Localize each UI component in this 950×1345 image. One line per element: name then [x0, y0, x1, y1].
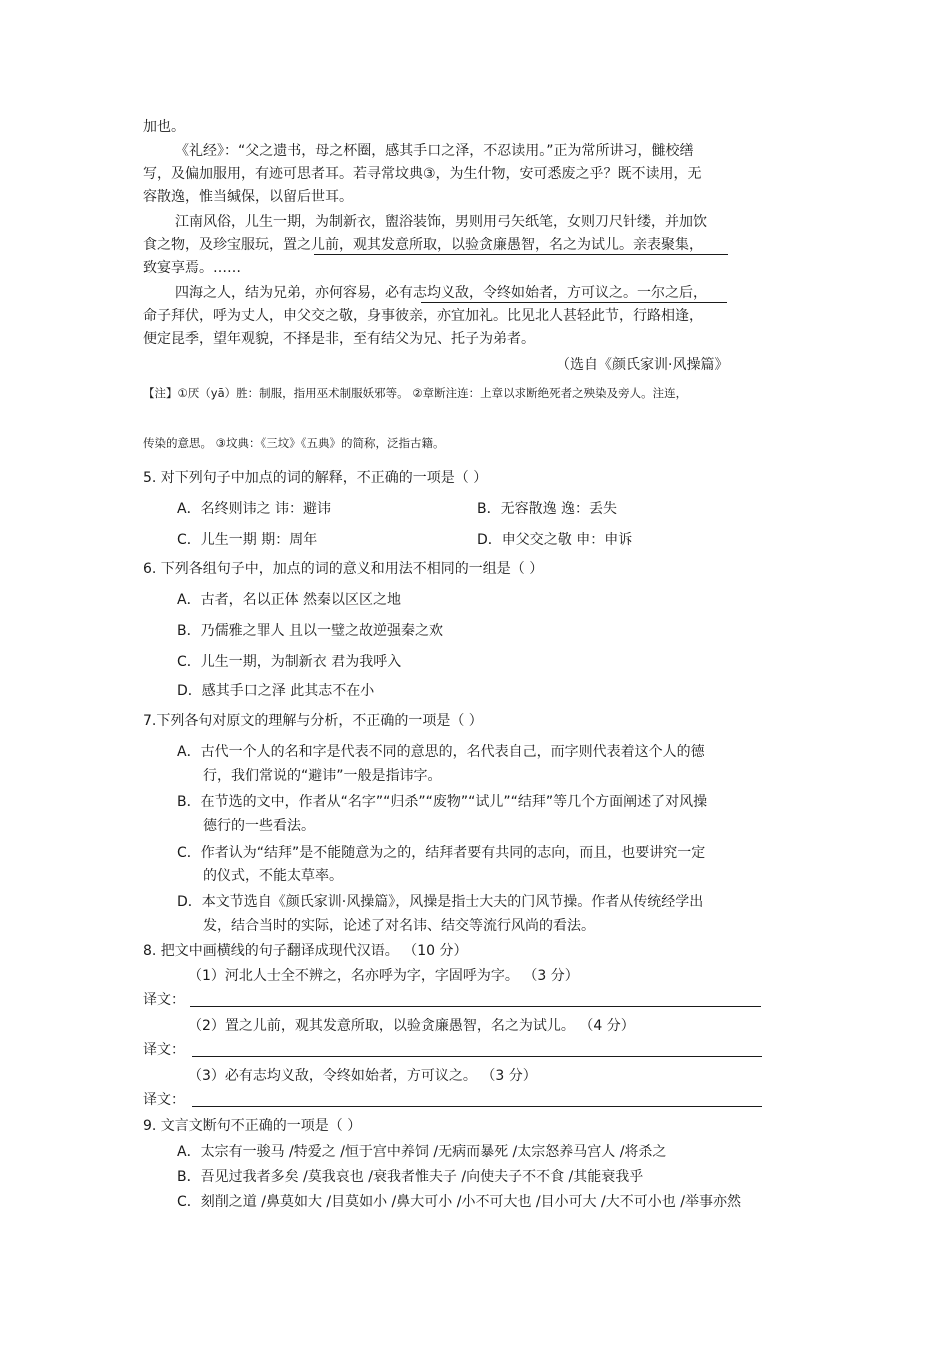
question-stem: 7.下列各句对原文的理解与分析，不正确的一项是（ ）: [143, 713, 483, 729]
source-citation: （选自《颜氏家训·风操篇》: [556, 357, 729, 373]
footnote: 传染的意思。 ③坟典：《三坟》《五典》的简称，泛指古籍。: [143, 436, 445, 450]
answer-line-2[interactable]: [192, 1056, 762, 1057]
translation-underline: [314, 254, 728, 255]
sentence-1: （1）河北人士全不辨之，名亦呼为字，字固呼为字。 （3 分）: [188, 968, 579, 984]
option-a[interactable]: A．名终则讳之 讳：避讳: [177, 501, 332, 517]
passage-line: 四海之人，结为兄弟，亦何容易，必有志均义敌，令终如始者，方可议之。一尔之后，: [175, 285, 707, 301]
option-c[interactable]: C．作者认为“结拜”是不能随意为之的，结拜者要有共同的志向，而且，也要讲究一定: [177, 845, 706, 861]
sentence-3: （3）必有志均义敌，令终如始者，方可议之。 （3 分）: [188, 1068, 537, 1084]
option-b-cont: 德行的一些看法。: [203, 818, 315, 834]
question-stem: 6. 下列各组句子中，加点的词的意义和用法不相同的一组是（ ）: [143, 561, 544, 577]
sentence-2: （2）置之儿前，观其发意所取，以验贪廉愚智，名之为试儿。 （4 分）: [188, 1018, 635, 1034]
option-d-cont: 发，结合当时的实际，论述了对名讳、结交等流行风尚的看法。: [203, 918, 595, 934]
answer-label: 译文：: [143, 1092, 185, 1108]
option-b[interactable]: B．在节选的文中，作者从“名字”“归杀”“废物”“试儿”“结拜”等几个方面阐述了对风操: [177, 794, 708, 810]
option-c[interactable]: C．儿生一期，为制新衣 君为我呼入: [177, 654, 402, 670]
option-b[interactable]: B．无容散逸 逸：丢失: [477, 501, 618, 517]
passage-line: 加也。: [143, 119, 185, 135]
passage-line: 食之物，及珍宝服玩，置之儿前，观其发意所取，以验贪廉愚智，名之为试儿。亲表聚集，: [143, 237, 703, 253]
footnote: 【注】①厌（yā）胜：制服，指用巫术制服妖邪等。 ②章断注连：上章以求断绝死者之殃染及旁人。注连，: [143, 386, 688, 400]
option-a-cont: 行，我们常说的“避讳”一般是指讳字。: [203, 768, 442, 784]
option-b[interactable]: B．吾见过我者多矣 /莫我哀也 /衰我者惟夫子 /向使夫子不不食 /其能衰我乎: [177, 1169, 644, 1185]
translation-underline: [421, 302, 727, 303]
question-stem: 9. 文言文断句不正确的一项是（ ）: [143, 1118, 362, 1134]
option-a[interactable]: A．古代一个人的名和字是代表不同的意思的，名代表自己，而字则代表着这个人的德: [177, 744, 705, 760]
passage-line: 《礼经》：“父之遗书，母之杯圈，感其手口之泽，不忍读用。”正为常所讲习，雠校缮: [175, 143, 694, 159]
option-c[interactable]: C．儿生一期 期：周年: [177, 532, 318, 548]
answer-line-3[interactable]: [192, 1106, 762, 1107]
answer-label: 译文：: [143, 1042, 185, 1058]
question-stem: 5. 对下列句子中加点的词的解释，不正确的一项是（ ）: [143, 470, 488, 486]
option-c[interactable]: C．刻削之道 /鼻莫如大 /目莫如小 /鼻大可小 /小不可大也 /目小可大 /大不可小也 /举事亦然: [177, 1194, 741, 1210]
option-a[interactable]: A．太宗有一骏马 /特爱之 /恒于宫中养饲 /无病而暴死 /太宗怒养马宫人 /将杀之: [177, 1144, 667, 1160]
passage-line: 命子拜伏，呼为丈人，申父交之敬，身事彼亲，亦宜加礼。比见北人甚轻此节，行路相逢，: [143, 308, 703, 324]
question-stem: 8. 把文中画横线的句子翻译成现代汉语。 （10 分）: [143, 943, 468, 959]
option-d[interactable]: D．申父交之敬 申：申诉: [477, 532, 633, 548]
option-d[interactable]: D．本文节选自《颜氏家训·风操篇》，风操是指士大夫的门风节操。作者从传统经学出: [177, 894, 704, 910]
passage-line: 便定昆季，望年观貌，不择是非，至有结父为兄、托子为弟者。: [143, 331, 535, 347]
passage-line: 致宴享焉。……: [143, 260, 241, 276]
answer-line-1[interactable]: [190, 1006, 761, 1007]
passage-line: 江南风俗，儿生一期，为制新衣，盥浴装饰，男则用弓矢纸笔，女则刀尺针缕，并加饮: [175, 214, 707, 230]
option-c-cont: 的仪式，不能太草率。: [203, 868, 343, 884]
passage-line: 写，及偏加服用，有迹可思者耳。若寻常坟典③，为生什物，安可悉废之乎？既不读用，无: [143, 166, 702, 182]
answer-label: 译文：: [143, 992, 185, 1008]
option-b[interactable]: B．乃儒雅之罪人 且以一璧之故逆强秦之欢: [177, 623, 444, 639]
option-a[interactable]: A．古者，名以正体 然秦以区区之地: [177, 592, 402, 608]
option-d[interactable]: D．感其手口之泽 此其志不在小: [177, 683, 375, 699]
passage-line: 容散逸，惟当缄保，以留后世耳。: [143, 189, 353, 205]
